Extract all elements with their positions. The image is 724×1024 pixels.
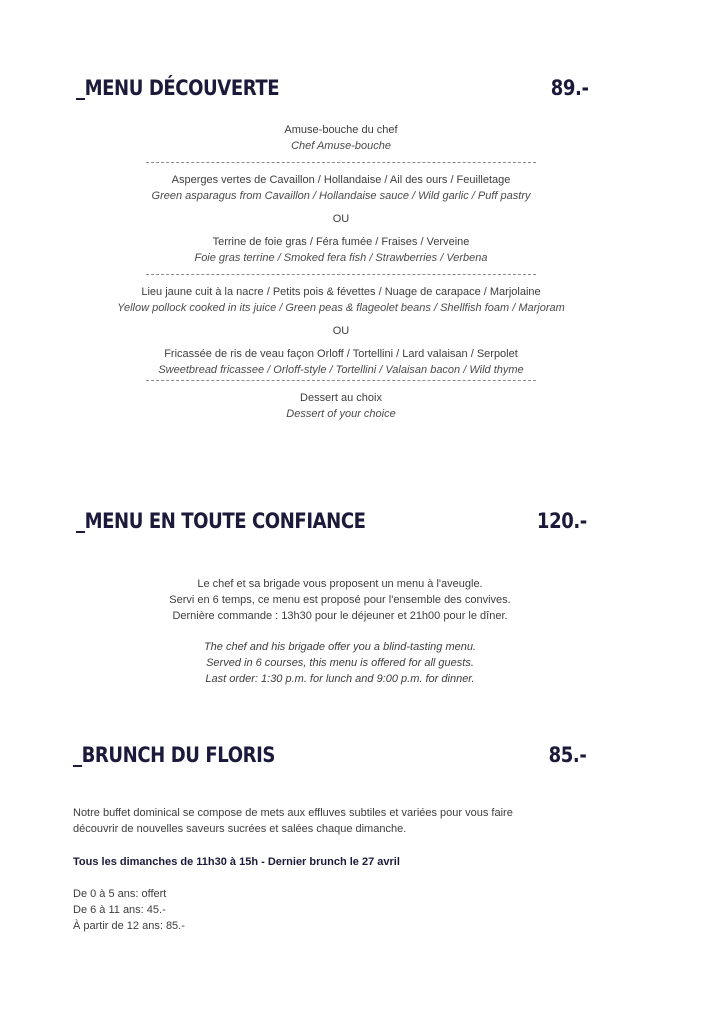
or-separator: OU bbox=[332, 213, 350, 225]
brunch-schedule: Tous les dimanches de 11h30 à 15h - Dernier brunch le 27 avril bbox=[73, 856, 400, 868]
course-lieu-jaune bbox=[100, 284, 582, 316]
pricing-line: De 6 à 11 ans: 45.- bbox=[73, 904, 166, 916]
or-separator: OU bbox=[332, 325, 350, 337]
brunch-header bbox=[73, 743, 587, 767]
description-line: The chef and his brigade offer you a blind-tasting menu. bbox=[203, 641, 477, 653]
menu-decouverte-price: 89.- bbox=[550, 76, 589, 100]
menu-confiance-description-fr bbox=[120, 576, 560, 624]
brunch-title: _BRUNCH DU FLORIS bbox=[73, 743, 275, 767]
course-en: Sweetbread fricassee / Orloff-style / Tortellini / Valaisan bacon / Wild thyme bbox=[158, 364, 524, 376]
description-line: Le chef et sa brigade vous proposent un menu à l'aveugle. bbox=[197, 578, 483, 590]
description-line: Last order: 1:30 p.m. for lunch and 9:00 p.m. for dinner. bbox=[205, 673, 475, 685]
menu-confiance-description-en bbox=[120, 639, 560, 687]
description-line: Dernière commande : 13h30 pour le déjeuner et 21h00 pour le dîner. bbox=[172, 610, 508, 622]
course-en: Yellow pollock cooked in its juice / Green peas & flageolet beans / Shellfish foam / Marjoram bbox=[117, 302, 565, 314]
divider bbox=[146, 274, 536, 275]
course-terrine bbox=[100, 234, 582, 266]
course-amuse-bouche bbox=[100, 122, 582, 154]
course-en: Dessert of your choice bbox=[286, 408, 396, 420]
menu-confiance-header bbox=[76, 509, 587, 533]
description-line: découvrir de nouvelles saveurs sucrées et salées chaque dimanche. bbox=[73, 823, 407, 835]
course-fr: Asperges vertes de Cavaillon / Hollandaise / Ail des ours / Feuilletage bbox=[171, 174, 511, 186]
course-fr: Fricassée de ris de veau façon Orloff / Tortellini / Lard valaisan / Serpolet bbox=[164, 348, 518, 360]
menu-confiance-title: _MENU EN TOUTE CONFIANCE bbox=[76, 509, 366, 533]
course-fr: Amuse-bouche du chef bbox=[284, 124, 398, 136]
pricing-line: À partir de 12 ans: 85.- bbox=[73, 920, 185, 932]
pricing-line: De 0 à 5 ans: offert bbox=[73, 888, 167, 900]
course-asperges bbox=[100, 172, 582, 204]
brunch-price: 85.- bbox=[548, 743, 587, 767]
description-line: Served in 6 courses, this menu is offered for all guests. bbox=[206, 657, 474, 669]
course-en: Foie gras terrine / Smoked fera fish / Strawberries / Verbena bbox=[194, 252, 488, 264]
course-en: Chef Amuse-bouche bbox=[291, 140, 391, 152]
menu-decouverte-header bbox=[76, 76, 589, 100]
divider bbox=[146, 162, 536, 163]
menu-decouverte-courses bbox=[100, 122, 582, 422]
brunch-schedule-block bbox=[73, 854, 593, 870]
course-fr: Dessert au choix bbox=[300, 392, 382, 404]
menu-confiance-price: 120.- bbox=[536, 509, 587, 533]
brunch-description bbox=[73, 805, 593, 837]
menu-decouverte-title: _MENU DÉCOUVERTE bbox=[76, 76, 280, 100]
brunch-pricing bbox=[73, 886, 593, 934]
course-dessert bbox=[100, 390, 582, 422]
description-line: Notre buffet dominical se compose de mets aux effluves subtiles et variées pour vous faire bbox=[73, 807, 513, 819]
course-fricassee bbox=[100, 346, 582, 378]
course-fr: Lieu jaune cuit à la nacre / Petits pois & févettes / Nuage de carapace / Marjolaine bbox=[141, 286, 541, 298]
divider bbox=[146, 380, 536, 381]
description-line: Servi en 6 temps, ce menu est proposé pour l'ensemble des convives. bbox=[169, 594, 511, 606]
course-fr: Terrine de foie gras / Féra fumée / Fraises / Verveine bbox=[212, 236, 470, 248]
course-en: Green asparagus from Cavaillon / Hollandaise sauce / Wild garlic / Puff pastry bbox=[151, 190, 531, 202]
